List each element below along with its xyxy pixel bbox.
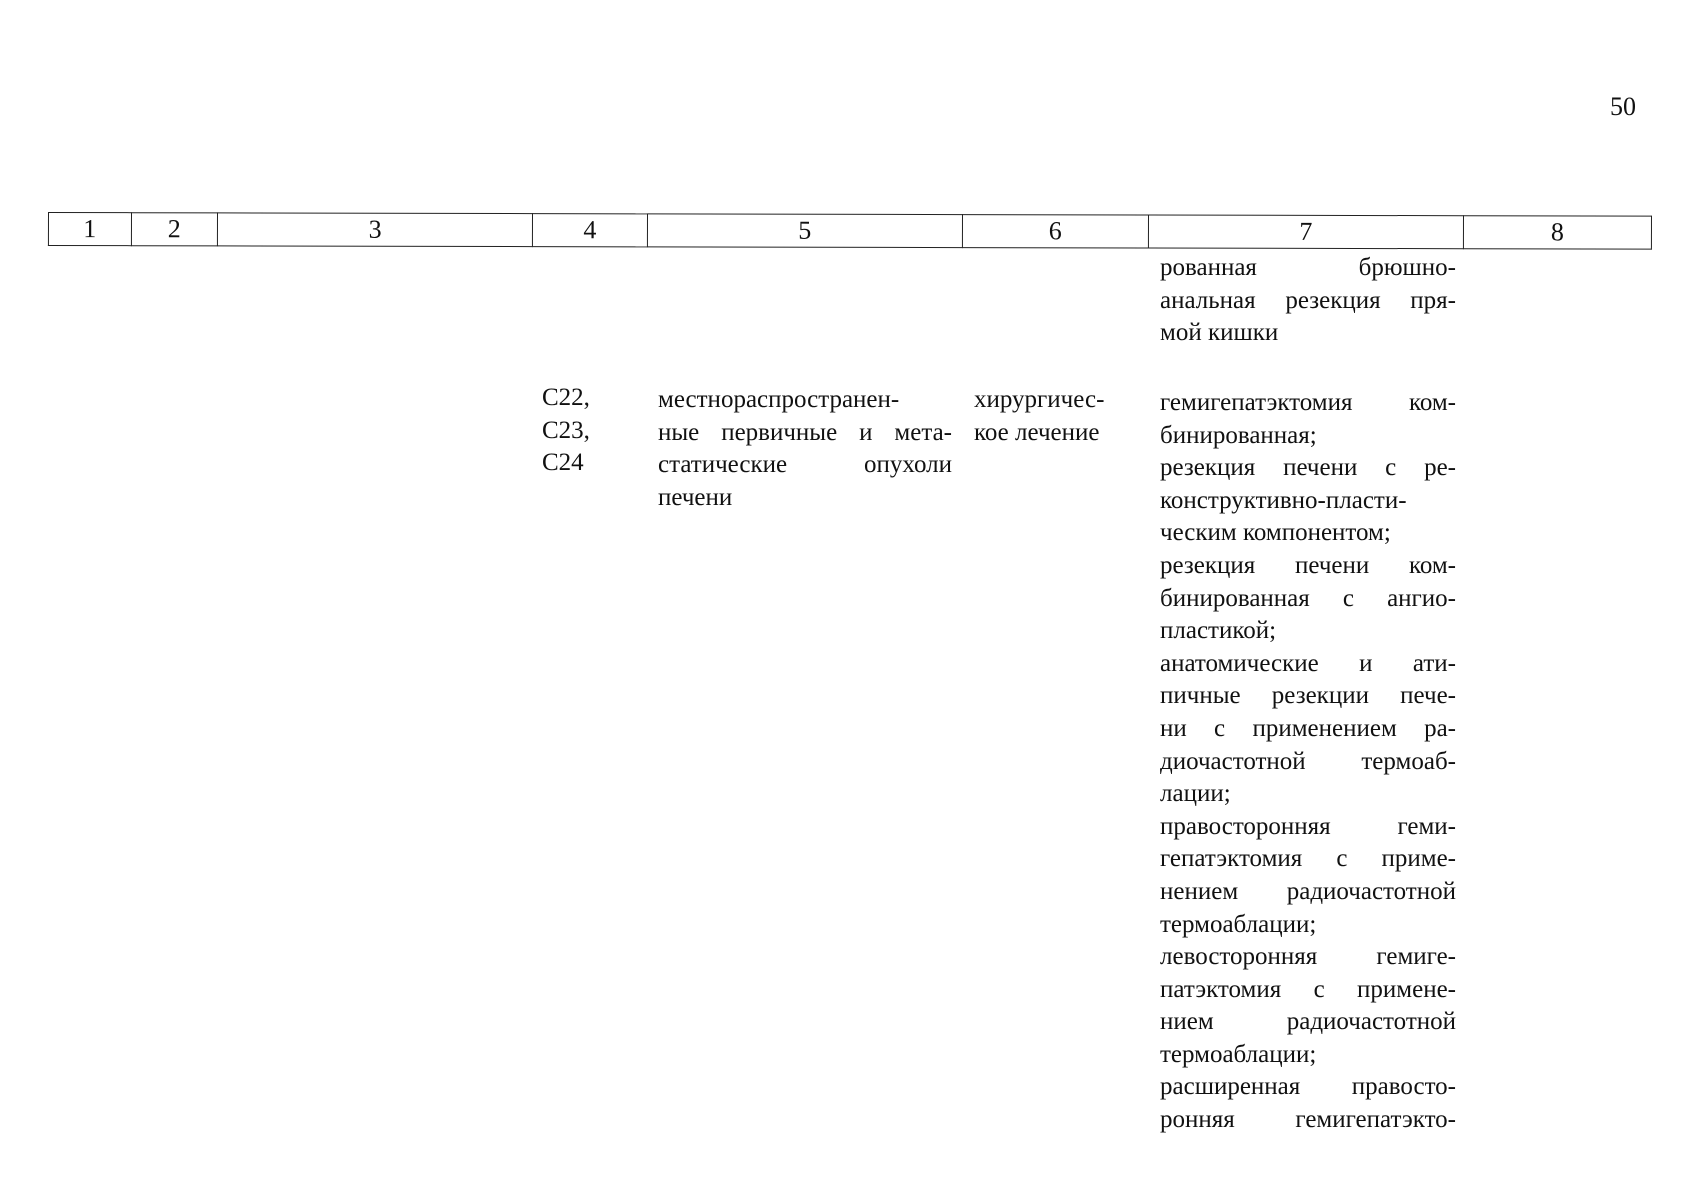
header-col-2: 2	[131, 213, 218, 246]
diagnosis-text	[658, 384, 952, 514]
text-line: статические опухоли	[658, 451, 952, 479]
text-line: хирургичес-	[974, 386, 1105, 413]
treatment-type	[974, 384, 1144, 449]
method-line: анатомические и ати-	[1160, 649, 1456, 677]
method-line: резекция печени с ре-	[1160, 454, 1456, 482]
text-line: печени	[658, 483, 733, 511]
method-line: нением радиочастотной	[1160, 877, 1456, 905]
method-line: диочастотной термоаб-	[1160, 747, 1456, 775]
surgical-methods	[1160, 387, 1456, 1137]
header-col-5: 5	[647, 214, 962, 248]
method-line: резекция печени ком-	[1160, 551, 1456, 579]
text-line: ные первичные и мета-	[658, 418, 952, 446]
method-line: расширенная правосто-	[1160, 1073, 1456, 1101]
method-line: патэктомия с примене-	[1160, 975, 1456, 1003]
method-line: нием радиочастотной	[1160, 1008, 1456, 1036]
method-line: ронняя гемигепатэкто-	[1160, 1106, 1456, 1134]
method-line: бинированная с ангио-	[1160, 584, 1456, 612]
text-line: местнораспространен-	[658, 386, 900, 413]
icd-code: C23,	[542, 416, 590, 444]
header-col-4: 4	[533, 214, 647, 247]
column-number-header	[48, 212, 1652, 250]
method-line: лации;	[1160, 780, 1231, 808]
text-line: рованная брюшно-	[1160, 254, 1456, 281]
icd-code: C22,	[542, 384, 590, 411]
icd-code: C24	[542, 449, 584, 477]
method-line: пластикой;	[1160, 617, 1277, 645]
header-col-8: 8	[1463, 216, 1651, 249]
method-line: правосторонняя геми-	[1160, 812, 1456, 840]
method-line: гепатэктомия с приме-	[1160, 845, 1456, 873]
method-line: ческим компонентом;	[1160, 519, 1391, 547]
method-line: термоаблации;	[1160, 910, 1317, 938]
text-line: анальная резекция пря-	[1160, 286, 1456, 314]
header-col-1: 1	[48, 213, 131, 246]
header-col-3: 3	[218, 213, 533, 247]
method-line: гемигепатэктомия ком-	[1160, 389, 1456, 416]
text-line: мой кишки	[1160, 319, 1279, 347]
method-line: левосторонняя гемиге-	[1160, 943, 1456, 971]
header-col-7: 7	[1148, 215, 1463, 249]
icd-codes	[542, 382, 652, 480]
method-line: бинированная;	[1160, 421, 1317, 449]
continued-method-text	[1160, 252, 1456, 350]
method-line: пичные резекции пече-	[1160, 682, 1456, 710]
text-line: кое лечение	[974, 418, 1100, 446]
page-number: 50	[1610, 92, 1636, 121]
method-line: конструктивно-пласти-	[1160, 486, 1407, 514]
method-line: термоаблации;	[1160, 1040, 1317, 1068]
header-col-6: 6	[962, 215, 1148, 248]
method-line: ни с применением ра-	[1160, 714, 1456, 742]
